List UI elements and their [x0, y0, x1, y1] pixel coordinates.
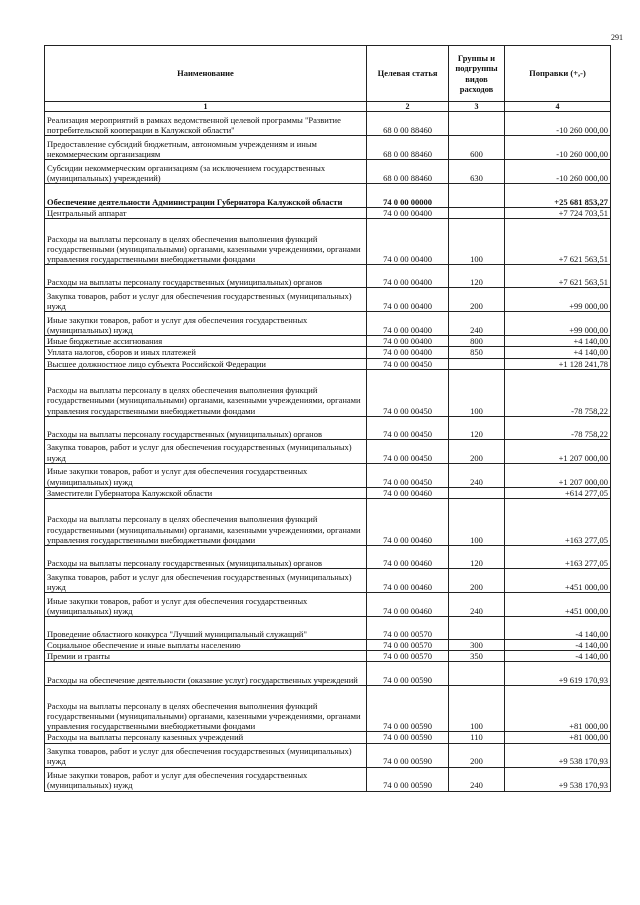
row-expense-group [449, 208, 505, 219]
row-amendment: +1 207 000,00 [505, 463, 611, 487]
row-amendment: -4 140,00 [505, 651, 611, 662]
row-target-article: 74 0 00 00590 [367, 686, 449, 732]
table-row [45, 136, 611, 160]
row-target-article: 74 0 00 00460 [367, 546, 449, 569]
row-name: Закупка товаров, работ и услуг для обеспечения государственных (муниципальных) нужд [45, 743, 367, 767]
row-amendment: -10 260 000,00 [505, 136, 611, 160]
table-row [45, 416, 611, 439]
row-expense-group [449, 487, 505, 498]
row-target-article: 74 0 00 00450 [367, 416, 449, 439]
row-expense-group: 240 [449, 312, 505, 336]
table-row [45, 593, 611, 617]
table-row [45, 288, 611, 312]
row-amendment: +81 000,00 [505, 732, 611, 743]
row-name: Расходы на выплаты персоналу в целях обеспечения выполнения функций государственными (муниципальными) органами, казенными учреждениями, органами управления государственными внебюджетными фондами [45, 219, 367, 265]
row-name: Иные закупки товаров, работ и услуг для обеспечения государственных (муниципальных) нужд [45, 593, 367, 617]
row-name: Премии и гранты [45, 651, 367, 662]
row-amendment: +7 621 563,51 [505, 219, 611, 265]
row-name: Предоставление субсидий бюджетным, автономным учреждениям и иным некоммерческим организациям [45, 136, 367, 160]
table-row [45, 312, 611, 336]
row-amendment: -10 260 000,00 [505, 160, 611, 184]
row-expense-group: 200 [449, 569, 505, 593]
row-amendment: +451 000,00 [505, 593, 611, 617]
row-target-article: 74 0 00 00450 [367, 463, 449, 487]
row-target-article: 74 0 00 00460 [367, 499, 449, 546]
header-amendments: Поправки (+,-) [505, 46, 611, 102]
row-target-article: 74 0 00 00400 [367, 265, 449, 288]
row-expense-group: 350 [449, 651, 505, 662]
page-number: 291 [611, 33, 623, 42]
table-row [45, 487, 611, 498]
row-expense-group: 120 [449, 546, 505, 569]
row-name: Иные закупки товаров, работ и услуг для обеспечения государственных (муниципальных) нужд [45, 767, 367, 791]
row-amendment: +9 619 170,93 [505, 662, 611, 686]
table-row [45, 640, 611, 651]
table-row [45, 651, 611, 662]
row-amendment: +7 621 563,51 [505, 265, 611, 288]
row-target-article: 74 0 00 00590 [367, 732, 449, 743]
table-row [45, 160, 611, 184]
row-amendment: -78 758,22 [505, 369, 611, 416]
row-name: Центральный аппарат [45, 208, 367, 219]
table-row [45, 662, 611, 686]
row-target-article: 68 0 00 88460 [367, 112, 449, 136]
row-target-article: 74 0 00 00400 [367, 336, 449, 347]
row-expense-group: 100 [449, 369, 505, 416]
budget-amendments-table [44, 45, 611, 792]
row-expense-group: 630 [449, 160, 505, 184]
row-name: Заместители Губернатора Калужской области [45, 487, 367, 498]
row-target-article: 74 0 00 00450 [367, 369, 449, 416]
row-expense-group: 300 [449, 640, 505, 651]
row-expense-group: 200 [449, 743, 505, 767]
row-expense-group [449, 358, 505, 369]
row-target-article: 74 0 00 00570 [367, 651, 449, 662]
row-target-article: 74 0 00 00570 [367, 617, 449, 640]
row-name: Иные бюджетные ассигнования [45, 336, 367, 347]
table-row [45, 112, 611, 136]
table-row [45, 347, 611, 358]
column-number: 2 [367, 102, 449, 112]
table-row [45, 184, 611, 208]
row-amendment: -10 260 000,00 [505, 112, 611, 136]
row-target-article: 68 0 00 88460 [367, 136, 449, 160]
row-expense-group: 240 [449, 593, 505, 617]
row-target-article: 74 0 00 00400 [367, 208, 449, 219]
row-target-article: 74 0 00 00460 [367, 593, 449, 617]
row-amendment: -4 140,00 [505, 640, 611, 651]
row-target-article: 74 0 00 00000 [367, 184, 449, 208]
row-name: Расходы на выплаты персоналу государственных (муниципальных) органов [45, 416, 367, 439]
row-name: Иные закупки товаров, работ и услуг для обеспечения государственных (муниципальных) нужд [45, 463, 367, 487]
row-amendment: +99 000,00 [505, 288, 611, 312]
row-amendment: +4 140,00 [505, 347, 611, 358]
row-expense-group: 600 [449, 136, 505, 160]
row-amendment: +4 140,00 [505, 336, 611, 347]
row-amendment: +25 681 853,27 [505, 184, 611, 208]
row-target-article: 74 0 00 00460 [367, 569, 449, 593]
row-target-article: 74 0 00 00570 [367, 640, 449, 651]
row-expense-group [449, 617, 505, 640]
row-name: Иные закупки товаров, работ и услуг для обеспечения государственных (муниципальных) нужд [45, 312, 367, 336]
row-target-article: 74 0 00 00400 [367, 347, 449, 358]
row-expense-group: 120 [449, 265, 505, 288]
row-expense-group [449, 662, 505, 686]
row-target-article: 74 0 00 00450 [367, 358, 449, 369]
table-row [45, 569, 611, 593]
row-expense-group [449, 112, 505, 136]
row-name: Расходы на выплаты персоналу государственных (муниципальных) органов [45, 265, 367, 288]
row-target-article: 74 0 00 00460 [367, 487, 449, 498]
row-amendment: +81 000,00 [505, 686, 611, 732]
row-target-article: 74 0 00 00450 [367, 439, 449, 463]
row-target-article: 74 0 00 00400 [367, 312, 449, 336]
row-amendment: +7 724 703,51 [505, 208, 611, 219]
row-expense-group: 800 [449, 336, 505, 347]
table-row [45, 463, 611, 487]
table-row [45, 208, 611, 219]
row-name: Проведение областного конкурса "Лучший муниципальный служащий" [45, 617, 367, 640]
table-body [45, 112, 611, 792]
row-expense-group: 100 [449, 219, 505, 265]
row-expense-group: 240 [449, 463, 505, 487]
column-numbers-row [45, 102, 611, 112]
row-name: Реализация мероприятий в рамках ведомственной целевой программы "Развитие потребительской кооперации в Калужской области" [45, 112, 367, 136]
row-amendment: +451 000,00 [505, 569, 611, 593]
table-row [45, 767, 611, 791]
table-row [45, 743, 611, 767]
row-expense-group: 200 [449, 288, 505, 312]
row-name: Расходы на обеспечение деятельности (оказание услуг) государственных учреждений [45, 662, 367, 686]
header-name: Наименование [45, 46, 367, 102]
header-target-article: Целевая статья [367, 46, 449, 102]
row-amendment: +163 277,05 [505, 546, 611, 569]
row-target-article: 74 0 00 00590 [367, 767, 449, 791]
row-name: Субсидии некоммерческим организациям (за исключением государственных (муниципальных) учреждений) [45, 160, 367, 184]
row-target-article: 74 0 00 00400 [367, 288, 449, 312]
row-name: Закупка товаров, работ и услуг для обеспечения государственных (муниципальных) нужд [45, 569, 367, 593]
table-row [45, 686, 611, 732]
table-row [45, 358, 611, 369]
row-name: Расходы на выплаты персоналу в целях обеспечения выполнения функций государственными (муниципальными) органами, казенными учреждениями, органами управления государственными внебюджетными фондами [45, 499, 367, 546]
table-row [45, 617, 611, 640]
table-row [45, 732, 611, 743]
column-number: 3 [449, 102, 505, 112]
row-name: Расходы на выплаты персоналу в целях обеспечения выполнения функций государственными (муниципальными) органами, казенными учреждениями, органами управления государственными внебюджетными фондами [45, 369, 367, 416]
row-name: Расходы на выплаты персоналу казенных учреждений [45, 732, 367, 743]
table-row [45, 265, 611, 288]
row-amendment: +99 000,00 [505, 312, 611, 336]
row-expense-group [449, 184, 505, 208]
table-row [45, 439, 611, 463]
header-row [45, 46, 611, 102]
row-name: Расходы на выплаты персоналу государственных (муниципальных) органов [45, 546, 367, 569]
row-amendment: +163 277,05 [505, 499, 611, 546]
table-row [45, 546, 611, 569]
table-row [45, 499, 611, 546]
row-amendment: +1 207 000,00 [505, 439, 611, 463]
row-target-article: 68 0 00 88460 [367, 160, 449, 184]
row-amendment: +614 277,05 [505, 487, 611, 498]
row-target-article: 74 0 00 00590 [367, 743, 449, 767]
row-name: Закупка товаров, работ и услуг для обеспечения государственных (муниципальных) нужд [45, 439, 367, 463]
row-name: Социальное обеспечение и иные выплаты населению [45, 640, 367, 651]
table-row [45, 369, 611, 416]
column-number: 4 [505, 102, 611, 112]
row-amendment: -78 758,22 [505, 416, 611, 439]
header-expense-groups: Группы и подгруппы видов расходов [449, 46, 505, 102]
row-expense-group: 100 [449, 686, 505, 732]
table-row [45, 219, 611, 265]
row-amendment: -4 140,00 [505, 617, 611, 640]
table-row [45, 336, 611, 347]
row-name: Расходы на выплаты персоналу в целях обеспечения выполнения функций государственными (муниципальными) органами, казенными учреждениями, органами управления государственными внебюджетными фондами [45, 686, 367, 732]
row-amendment: +1 128 241,78 [505, 358, 611, 369]
column-number: 1 [45, 102, 367, 112]
row-name: Закупка товаров, работ и услуг для обеспечения государственных (муниципальных) нужд [45, 288, 367, 312]
row-expense-group: 120 [449, 416, 505, 439]
row-target-article: 74 0 00 00590 [367, 662, 449, 686]
row-name: Высшее должностное лицо субъекта Российской Федерации [45, 358, 367, 369]
row-expense-group: 200 [449, 439, 505, 463]
row-amendment: +9 538 170,93 [505, 743, 611, 767]
row-amendment: +9 538 170,93 [505, 767, 611, 791]
row-target-article: 74 0 00 00400 [367, 219, 449, 265]
row-expense-group: 100 [449, 499, 505, 546]
row-expense-group: 110 [449, 732, 505, 743]
row-expense-group: 240 [449, 767, 505, 791]
row-name: Уплата налогов, сборов и иных платежей [45, 347, 367, 358]
row-expense-group: 850 [449, 347, 505, 358]
row-name: Обеспечение деятельности Администрации Губернатора Калужской области [45, 184, 367, 208]
